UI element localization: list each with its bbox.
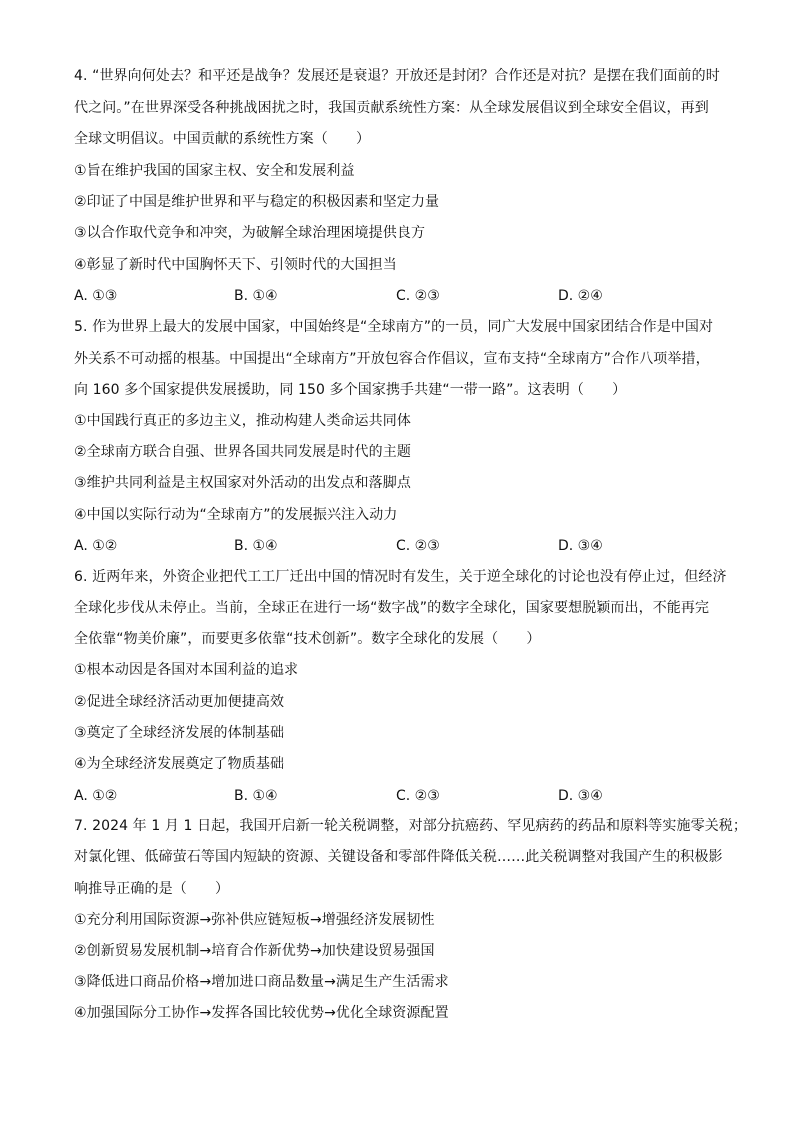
q7-item-3: ③降低进口商品价格→增加进口商品数量→满足生产生活需求 bbox=[74, 974, 449, 990]
q6-option-b: B. ①④ bbox=[234, 788, 278, 804]
q4-item-1: ①旨在维护我国的国家主权、安全和发展利益 bbox=[74, 163, 355, 179]
q5-item-1: ①中国践行真正的多边主义，推动构建人类命运共同体 bbox=[74, 413, 411, 429]
q6-stem-line-1: 6. 近两年来，外资企业把代工工厂迁出中国的情况时有发生，关于逆全球化的讨论也没有停止过，但经济 bbox=[74, 569, 727, 585]
q6-item-4: ④为全球经济发展奠定了物质基础 bbox=[74, 756, 285, 772]
q5-option-a: A. ①② bbox=[74, 538, 118, 554]
q4-stem-line-1: 4. “世界向何处去？和平还是战争？发展还是衰退？开放还是封闭？合作还是对抗？是摆在我们面前的时 bbox=[74, 68, 720, 84]
q4-item-3: ③以合作取代竞争和冲突，为破解全球治理困境提供良方 bbox=[74, 225, 426, 241]
q6-stem-line-2: 全球化步伐从未停止。当前，全球正在进行一场“数字战”的数字全球化，国家要想脱颖而出，不能再完 bbox=[74, 600, 710, 616]
q7-item-1: ①充分利用国际资源→弥补供应链短板→增强经济发展韧性 bbox=[74, 912, 435, 928]
q4-item-2: ②印证了中国是维护世界和平与稳定的积极因素和坚定力量 bbox=[74, 194, 440, 210]
q4-item-4: ④彰显了新时代中国胸怀天下、引领时代的大国担当 bbox=[74, 257, 397, 273]
q6-option-c: C. ②③ bbox=[396, 788, 440, 804]
q7-stem-line-3: 响推导正确的是（ ） bbox=[74, 881, 230, 897]
q6-option-a: A. ①② bbox=[74, 788, 118, 804]
q4-option-d: D. ②④ bbox=[558, 288, 603, 304]
q4-option-b: B. ①④ bbox=[234, 288, 278, 304]
q7-stem-line-2: 对氯化锂、低碲萤石等国内短缺的资源、关键设备和零部件降低关税……此关税调整对我国产生的积极影 bbox=[74, 849, 723, 865]
q7-item-2: ②创新贸易发展机制→培育合作新优势→加快建设贸易强国 bbox=[74, 943, 435, 959]
q5-option-d: D. ③④ bbox=[558, 538, 603, 554]
q4-stem-line-2: 代之问。”在世界深受各种挑战困扰之时，我国贡献系统性方案：从全球发展倡议到全球安全倡议，再到 bbox=[74, 100, 709, 116]
q4-stem-line-3: 全球文明倡议。中国贡献的系统性方案（ ） bbox=[74, 131, 371, 147]
q6-stem-line-3: 全依靠“物美价廉”，而要更多依靠“技术创新”。数字全球化的发展（ ） bbox=[74, 631, 541, 647]
q4-option-a: A. ①③ bbox=[74, 288, 118, 304]
q5-option-b: B. ①④ bbox=[234, 538, 278, 554]
q6-item-1: ①根本动因是各国对本国利益的追求 bbox=[74, 662, 299, 678]
q5-stem-line-2: 外关系不可动摇的根基。中国提出“全球南方”开放包容合作倡议，宣布支持“全球南方”合作八项举措， bbox=[74, 351, 710, 367]
q5-option-c: C. ②③ bbox=[396, 538, 440, 554]
q5-stem-line-3: 向 160 多个国家提供发展援助，同 150 多个国家携手共建“一带一路”。这表明（ ） bbox=[74, 382, 627, 398]
q7-item-4: ④加强国际分工协作→发挥各国比较优势→优化全球资源配置 bbox=[74, 1005, 449, 1021]
q6-item-2: ②促进全球经济活动更加便捷高效 bbox=[74, 694, 285, 710]
q5-item-4: ④中国以实际行动为“全球南方”的发展振兴注入动力 bbox=[74, 507, 398, 523]
q6-item-3: ③奠定了全球经济发展的体制基础 bbox=[74, 725, 285, 741]
q5-item-3: ③维护共同利益是主权国家对外活动的出发点和落脚点 bbox=[74, 475, 411, 491]
q5-stem-line-1: 5. 作为世界上最大的发展中国家，中国始终是“全球南方”的一员，同广大发展中国家团结合作是中国对 bbox=[74, 319, 714, 335]
q5-item-2: ②全球南方联合自强、世界各国共同发展是时代的主题 bbox=[74, 444, 411, 460]
q4-option-c: C. ②③ bbox=[396, 288, 440, 304]
q7-stem-line-1: 7. 2024 年 1 月 1 日起，我国开启新一轮关税调整，对部分抗癌药、罕见病药的药品和原料等实施零关税； bbox=[74, 818, 747, 834]
q6-option-d: D. ③④ bbox=[558, 788, 603, 804]
